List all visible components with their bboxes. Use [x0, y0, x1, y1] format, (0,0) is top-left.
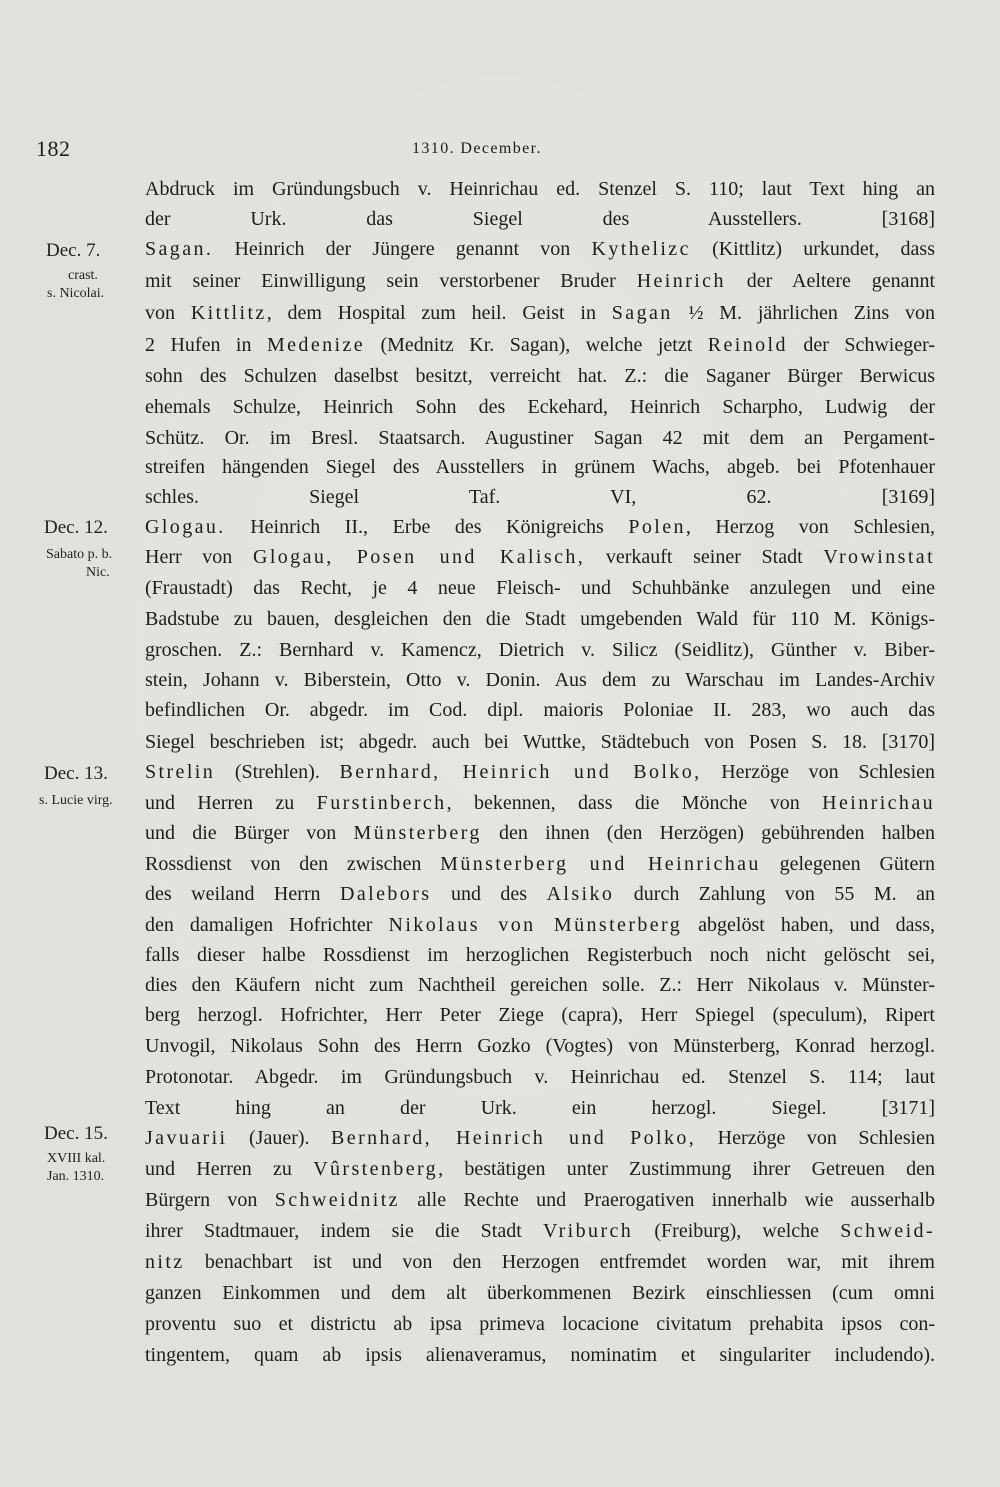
text-line: Text hing an der Urk. ein herzogl. Siegel. [3171]	[145, 1097, 935, 1119]
page-header	[0, 136, 1000, 166]
text-line: befindlichen Or. abgedr. im Cod. dipl. maioris Poloniae II. 283, wo auch das	[145, 699, 935, 721]
text-line: nitz benachbart ist und von den Herzogen entfremdet worden war, mit ihrem	[145, 1251, 935, 1273]
text-line: Bürgern von Schweidnitz alle Rechte und Praerogativen innerhalb wie ausserhalb	[145, 1189, 935, 1211]
text-line: Siegel beschrieben ist; abgedr. auch bei Wuttke, Städtebuch von Posen S. 18. [3170]	[145, 731, 935, 753]
text-line: Javuarii (Jauer). Bernhard, Heinrich und Polko, Herzöge von Schlesien	[145, 1127, 935, 1149]
margin-date-dec12: Dec. 12.	[44, 517, 108, 538]
text-line: streifen hängenden Siegel des Ausstellers in grünem Wachs, abgeb. bei Pfotenhauer	[145, 456, 935, 478]
margin-note-dec15-line2: Jan. 1310.	[47, 1169, 105, 1184]
text-line: Glogau. Heinrich II., Erbe des Königreichs Polen, Herzog von Schlesien,	[145, 516, 935, 538]
text-line: Badstube zu bauen, desgleichen den die Stadt umgebenden Wald für 110 M. Königs-	[145, 608, 935, 630]
page-number: 182	[36, 136, 71, 161]
text-line: von Kittlitz, dem Hospital zum heil. Geist in Sagan ½ M. jährlichen Zins von	[145, 302, 935, 324]
margin-note-dec13-line1: s. Lucie virg.	[39, 793, 113, 808]
text-line: falls dieser halbe Rossdienst im herzoglichen Registerbuch noch nicht gelöscht sei,	[145, 944, 935, 966]
text-line: ihrer Stadtmauer, indem sie die Stadt Vriburch (Freiburg), welche Schweid-	[145, 1220, 935, 1242]
margin-date-dec7: Dec. 7.	[46, 240, 101, 261]
text-line: Unvogil, Nikolaus Sohn des Herrn Gozko (Vogtes) von Münsterberg, Konrad herzogl.	[145, 1035, 935, 1057]
text-line: Herr von Glogau, Posen und Kalisch, verkauft seiner Stadt Vrowinstat	[145, 546, 935, 568]
margin-note-dec12-line1: Sabato p. b.	[46, 547, 113, 562]
text-line: sohn des Schulzen daselbst besitzt, verreicht hat. Z.: die Saganer Bürger Berwicus	[145, 365, 935, 387]
text-line: ganzen Einkommen und dem alt überkommenen Bezirk einschliessen (cum omni	[145, 1282, 935, 1304]
running-head: 1310. December.	[412, 140, 542, 157]
margin-note-dec12-line2: Nic.	[86, 565, 110, 580]
text-line: mit seiner Einwilligung sein verstorbener Bruder Heinrich der Aeltere genannt	[145, 270, 935, 292]
text-line: und Herren zu Vûrstenberg, bestätigen unter Zustimmung ihrer Getreuen den	[145, 1158, 935, 1180]
margin-date-dec13: Dec. 13.	[44, 763, 108, 784]
text-line: und die Bürger von Münsterberg den ihnen (den Herzögen) gebührenden halben	[145, 822, 935, 844]
text-line: schles. Siegel Taf. VI, 62. [3169]	[145, 486, 935, 508]
text-line: dies den Käufern nicht zum Nachtheil gereichen solle. Z.: Herr Nikolaus v. Münster-	[145, 974, 935, 996]
text-line: (Fraustadt) das Recht, je 4 neue Fleisch- und Schuhbänke anzulegen und eine	[145, 577, 935, 599]
text-line: 2 Hufen in Medenize (Mednitz Kr. Sagan), welche jetzt Reinold der Schwieger-	[145, 334, 935, 356]
text-line: den damaligen Hofrichter Nikolaus von Münsterberg abgelöst haben, und dass,	[145, 914, 935, 936]
text-line: Strelin (Strehlen). Bernhard, Heinrich und Bolko, Herzöge von Schlesien	[145, 761, 935, 783]
text-line: proventu suo et districtu ab ipsa primeva locacione civitatum prehabita ipsos con-	[145, 1313, 935, 1335]
text-line: Schütz. Or. im Bresl. Staatsarch. Augustiner Sagan 42 mit dem an Pergament-	[145, 427, 935, 449]
text-line: berg herzogl. Hofrichter, Herr Peter Ziege (capra), Herr Spiegel (speculum), Ripert	[145, 1004, 935, 1026]
margin-note-dec7-line1: crast.	[68, 268, 98, 283]
margin-note-dec7-line2: s. Nicolai.	[47, 286, 105, 301]
text-line: ehemals Schulze, Heinrich Sohn des Eckehard, Heinrich Scharpho, Ludwig der	[145, 396, 935, 418]
text-line: Protonotar. Abgedr. im Gründungsbuch v. Heinrichau ed. Stenzel S. 114; laut	[145, 1066, 935, 1088]
text-line: groschen. Z.: Bernhard v. Kamencz, Dietrich v. Silicz (Seidlitz), Günther v. Biber-	[145, 639, 935, 661]
text-line: Rossdienst von den zwischen Münsterberg und Heinrichau gelegenen Gütern	[145, 853, 935, 875]
text-line: Abdruck im Gründungsbuch v. Heinrichau ed. Stenzel S. 110; laut Text hing an	[145, 178, 935, 200]
text-line: tingentem, quam ab ipsis alienaveramus, nominatim et singulariter includendo).	[145, 1344, 935, 1366]
margin-note-dec15-line1: XVIII kal.	[47, 1151, 106, 1166]
text-line: und Herren zu Furstinberch, bekennen, dass die Mönche von Heinrichau	[145, 792, 935, 814]
text-line: des weiland Herrn Dalebors und des Alsiko durch Zahlung von 55 M. an	[145, 883, 935, 905]
text-line: der Urk. das Siegel des Ausstellers. [3168]	[145, 208, 935, 230]
text-line: stein, Johann v. Biberstein, Otto v. Donin. Aus dem zu Warschau im Landes-Archiv	[145, 669, 935, 691]
text-line: Sagan. Heinrich der Jüngere genannt von Kythelizc (Kittlitz) urkundet, dass	[145, 238, 935, 260]
margin-date-dec15: Dec. 15.	[44, 1123, 108, 1144]
